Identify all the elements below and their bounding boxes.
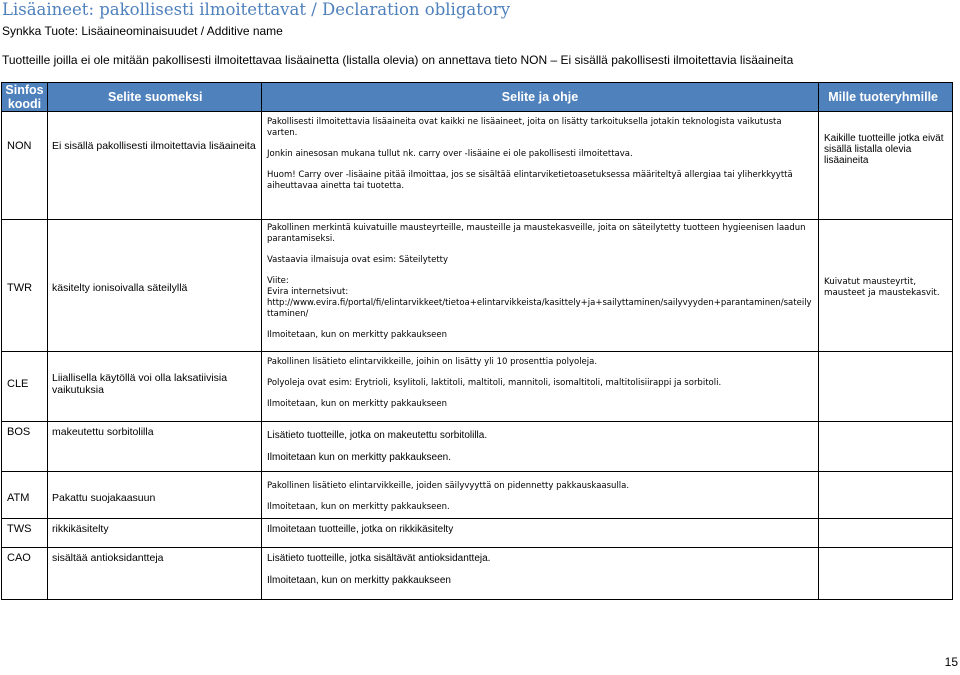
row-group: [819, 472, 953, 519]
table-row: [2, 548, 953, 600]
column-header-finnish: Selite suomeksi: [48, 83, 262, 112]
row-finnish: sisältää antioksidantteja: [48, 548, 262, 600]
table-row: [2, 519, 953, 548]
row-finnish: käsitelty ionisoivalla säteilyllä: [48, 220, 262, 352]
row-code: CLE: [2, 352, 48, 422]
row-guide: [262, 519, 819, 548]
row-code: TWS: [2, 519, 48, 548]
guide-line: Polyoleja ovat esim: Erytrioli, ksylitoli, laktitoli, maltitoli, mannitoli, isomaltitoli, maltitolisiirappi ja sorbitoli.: [267, 378, 722, 388]
column-header-code: [2, 83, 48, 112]
guide-line: Pakollinen merkintä kuivatuille mausteyrteille, mausteille ja maustekasveille, joita on säteilytetty tuotteen hygieenisen laadun parantamiseksi.: [267, 223, 806, 244]
row-group: [819, 519, 953, 548]
guide-line: Ilmoitetaan, kun on merkitty pakkaukseen: [267, 399, 448, 409]
table-row: [2, 112, 953, 220]
row-group: Kaikille tuotteille jotka eivät sisällä listalla olevia lisäaineita: [819, 112, 953, 220]
row-guide: [262, 112, 819, 220]
guide-line: Pakollinen lisätieto elintarvikkeille, joihin on lisätty yli 10 prosenttia polyoleja.: [267, 357, 598, 367]
table-row: [2, 352, 953, 422]
row-group: [819, 422, 953, 472]
row-group: [819, 352, 953, 422]
intro-text: Tuotteille joilla ei ole mitään pakollisesti ilmoitettavaa lisäainetta (listalla olevia) on annettava tieto NON – Ei sisällä pakollisesti ilmoitettavia lisäaineita: [2, 53, 794, 67]
table-header-row: [2, 83, 953, 112]
guide-line: Lisätieto tuotteille, jotka on makeutettu sorbitolilla.: [267, 430, 488, 441]
guide-line: Evira internetsivut:: [267, 287, 349, 297]
additives-table: [1, 82, 953, 600]
row-group: Kuivatut mausteyrtit, mausteet ja maustekasvit.: [819, 220, 953, 352]
row-group: [819, 548, 953, 600]
row-code: BOS: [2, 422, 48, 472]
row-finnish: Liiallisella käytöllä voi olla laksatiivisia vaikutuksia: [48, 352, 262, 422]
row-finnish: Ei sisällä pakollisesti ilmoitettavia lisäaineita: [48, 112, 262, 220]
guide-line: Lisätieto tuotteille, jotka sisältävät antioksidantteja.: [267, 553, 491, 564]
row-code: CAO: [2, 548, 48, 600]
row-code: NON: [2, 112, 48, 220]
guide-line: Huom! Carry over -lisäaine pitää ilmoittaa, jos se sisältää elintarviketietoasetuksessa määriteltyä allergiaa tai yliherkkyyttä aiheuttavaa ainetta tai tuotetta.: [267, 170, 793, 191]
row-guide: [262, 548, 819, 600]
row-finnish: rikkikäsitelty: [48, 519, 262, 548]
column-header-guide: Selite ja ohje: [262, 83, 819, 112]
column-header-group: Mille tuoteryhmille: [819, 83, 953, 112]
page-subtitle: Synkka Tuote: Lisäaineominaisuudet / Additive name: [2, 24, 283, 38]
row-guide: [262, 472, 819, 519]
guide-line: Ilmoitetaan tuotteille, jotka on rikkikäsitelty: [267, 524, 454, 535]
column-header-code-line2: koodi: [7, 97, 42, 111]
guide-line: Pakollisesti ilmoitettavia lisäaineita ovat kaikki ne lisäaineet, joita on lisätty tarkoituksella jotakin teknologista vaikutusta varten.: [267, 117, 782, 138]
page-number: 15: [944, 655, 958, 669]
guide-line: Jonkin ainesosan mukana tullut nk. carry over -lisäaine ei ole pakollisesti ilmoitettava.: [267, 149, 633, 159]
table-row: [2, 472, 953, 519]
row-code: TWR: [2, 220, 48, 352]
row-guide: [262, 220, 819, 352]
row-code: ATM: [2, 472, 48, 519]
table-row: [2, 422, 953, 472]
guide-line: Ilmoitetaan kun on merkitty pakkaukseen.: [267, 452, 451, 463]
guide-line: Pakollinen lisätieto elintarvikkeille, joiden säilyvyyttä on pidennetty pakkauskaasulla.: [267, 481, 630, 491]
guide-line: Ilmoitetaan, kun on merkitty pakkaukseen: [267, 575, 451, 586]
guide-line: Ilmoitetaan, kun on merkitty pakkaukseen: [267, 330, 448, 340]
row-finnish: makeutettu sorbitolilla: [48, 422, 262, 472]
guide-line: Ilmoitetaan, kun on merkitty pakkaukseen.: [267, 502, 450, 512]
table-row: [2, 220, 953, 352]
guide-line: Viite:: [267, 276, 289, 286]
row-guide: [262, 352, 819, 422]
row-finnish: Pakattu suojakaasuun: [48, 472, 262, 519]
guide-url: http://www.evira.fi/portal/fi/elintarvikkeet/tietoa+elintarvikkeista/kasittely+ja+sailyttaminen/sailyvyyden+parantaminen/sateilyttaminen/: [267, 298, 812, 319]
guide-line: Vastaavia ilmaisuja ovat esim: Säteilytetty: [267, 255, 449, 265]
page-title: Lisäaineet: pakollisesti ilmoitettavat / Declaration obligatory: [2, 0, 511, 19]
column-header-code-line1: Sinfos: [5, 83, 44, 97]
row-guide: [262, 422, 819, 472]
